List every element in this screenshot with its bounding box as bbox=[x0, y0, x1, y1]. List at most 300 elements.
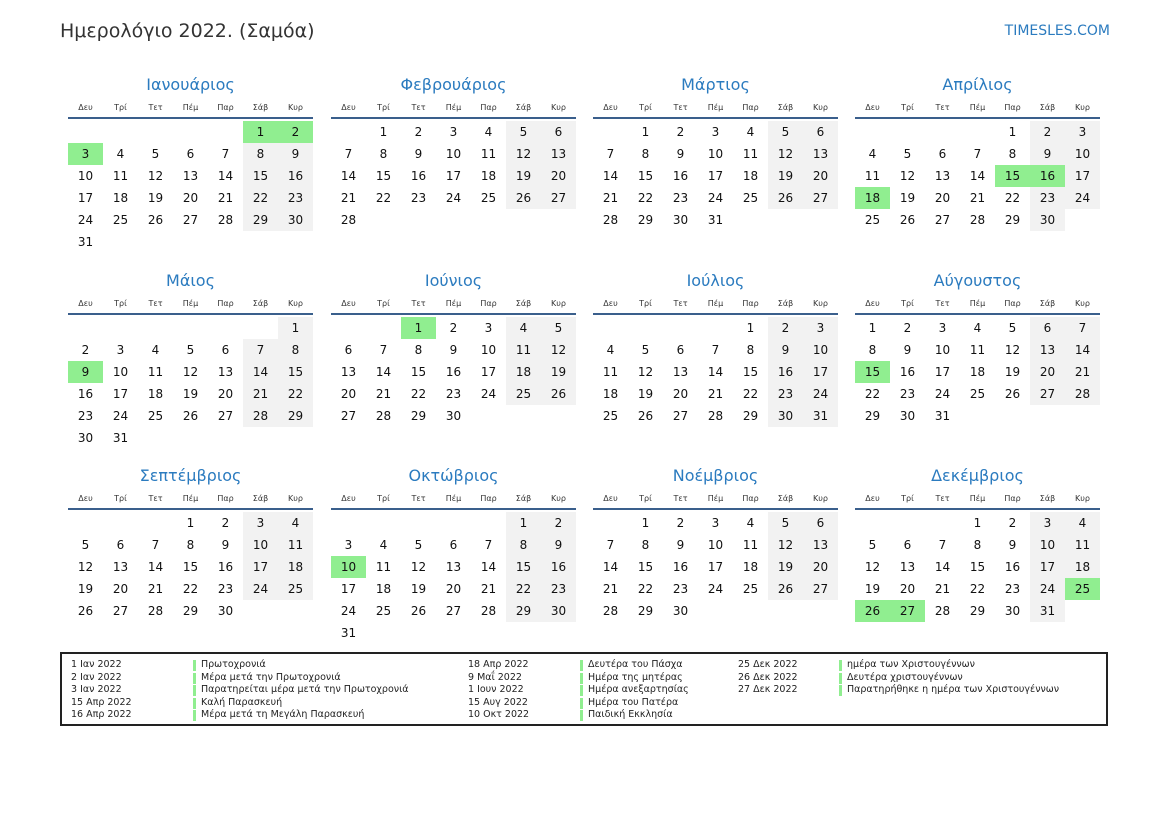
calendar-day: 28 bbox=[707, 409, 724, 423]
calendar-day: 8 bbox=[278, 339, 313, 361]
calendar-day: 26 bbox=[1004, 387, 1021, 401]
weekday-label: Τρί bbox=[377, 103, 390, 112]
calendar-day: 5 bbox=[868, 538, 877, 552]
calendar-day: 23 bbox=[445, 387, 462, 401]
calendar-day: 18 bbox=[147, 387, 164, 401]
calendar-day: 15 bbox=[637, 560, 654, 574]
calendar-day: 26 bbox=[147, 213, 164, 227]
calendar-day: 7 bbox=[151, 538, 160, 552]
month-block bbox=[855, 271, 1100, 451]
calendar-day: 25 bbox=[969, 387, 986, 401]
calendar-day: 22 bbox=[278, 383, 313, 405]
calendar-day: 6 bbox=[938, 147, 947, 161]
weekday-label: Τετ bbox=[935, 494, 950, 503]
calendar-day: 12 bbox=[410, 560, 427, 574]
legend-holiday-name: Πρωτοχρονιά bbox=[201, 659, 266, 670]
calendar-day: 28 bbox=[375, 409, 392, 423]
weekday-label: Παρ bbox=[742, 103, 759, 112]
calendar-day: 23 bbox=[278, 187, 313, 209]
calendar-day: 16 bbox=[541, 556, 576, 578]
weekday-label: Τρί bbox=[639, 494, 652, 503]
calendar-day: 20 bbox=[541, 165, 576, 187]
calendar-day: 10 bbox=[243, 534, 278, 556]
calendar-day: 5 bbox=[414, 538, 423, 552]
weekday-label: Κυρ bbox=[1075, 103, 1090, 112]
calendar-day: 7 bbox=[973, 147, 982, 161]
calendar-day: 21 bbox=[602, 582, 619, 596]
weekday-label: Σάβ bbox=[515, 494, 532, 503]
calendar-day: 31 bbox=[1030, 600, 1065, 622]
header-rule bbox=[331, 508, 576, 510]
calendar-day: 17 bbox=[707, 169, 724, 183]
calendar-day: 27 bbox=[672, 409, 689, 423]
calendar-day: 25 bbox=[742, 191, 759, 205]
weekday-label: Τετ bbox=[148, 103, 163, 112]
calendar-day: 19 bbox=[410, 582, 427, 596]
calendar-day: 5 bbox=[81, 538, 90, 552]
calendar-day: 18 bbox=[480, 169, 497, 183]
calendar-day: 4 bbox=[746, 125, 755, 139]
calendar-day: 17 bbox=[445, 169, 462, 183]
calendar-day: 26 bbox=[506, 187, 541, 209]
calendar-day: 1 bbox=[379, 125, 388, 139]
calendar-day: 19 bbox=[864, 582, 881, 596]
calendar-day: 23 bbox=[1030, 187, 1065, 209]
weekday-label: Παρ bbox=[217, 299, 234, 308]
calendar-day: 23 bbox=[1004, 582, 1021, 596]
weekday-label: Τρί bbox=[114, 103, 127, 112]
weekday-label: Σάβ bbox=[252, 299, 269, 308]
calendar-day: 20 bbox=[340, 387, 357, 401]
calendar-day: 30 bbox=[899, 409, 916, 423]
calendar-day: 21 bbox=[480, 582, 497, 596]
weekday-label: Κυρ bbox=[1075, 494, 1090, 503]
weekday-label: Δευ bbox=[78, 494, 93, 503]
weekday-label: Σάβ bbox=[777, 299, 794, 308]
holiday-legend bbox=[60, 652, 1108, 726]
calendar-day: 28 bbox=[602, 604, 619, 618]
calendar-day: 16 bbox=[77, 387, 94, 401]
calendar-day: 7 bbox=[606, 538, 615, 552]
calendar-day: 3 bbox=[1065, 121, 1100, 143]
holiday-day: 15 bbox=[995, 165, 1030, 187]
calendar-day: 3 bbox=[1030, 512, 1065, 534]
weekday-label: Τετ bbox=[411, 299, 426, 308]
weekday-label: Πέμ bbox=[969, 494, 986, 503]
weekday-label: Κυρ bbox=[288, 494, 303, 503]
calendar-day: 30 bbox=[672, 213, 689, 227]
calendar-day: 4 bbox=[506, 317, 541, 339]
legend-date: 3 Ιαν 2022 bbox=[71, 684, 122, 695]
calendar-day: 28 bbox=[217, 213, 234, 227]
legend-holiday-name: Μέρα μετά τη Μεγάλη Παρασκευή bbox=[201, 709, 365, 720]
weekday-label: Δευ bbox=[341, 299, 356, 308]
calendar-day: 16 bbox=[672, 169, 689, 183]
calendar-day: 14 bbox=[480, 560, 497, 574]
calendar-day: 1 bbox=[641, 125, 650, 139]
calendar-day: 1 bbox=[746, 321, 755, 335]
calendar-day: 4 bbox=[868, 147, 877, 161]
month-name: Οκτώβριος bbox=[408, 466, 499, 485]
holiday-day: 3 bbox=[68, 143, 103, 165]
calendar-day: 22 bbox=[969, 582, 986, 596]
calendar-day: 14 bbox=[602, 169, 619, 183]
legend-date: 15 Αυγ 2022 bbox=[468, 696, 528, 708]
calendar-day: 9 bbox=[1008, 538, 1017, 552]
calendar-day: 9 bbox=[676, 538, 685, 552]
weekday-label: Τετ bbox=[673, 103, 688, 112]
weekday-label: Πέμ bbox=[445, 494, 462, 503]
calendar-day: 20 bbox=[445, 582, 462, 596]
calendar-day: 7 bbox=[938, 538, 947, 552]
calendar-day: 20 bbox=[899, 582, 916, 596]
weekday-label: Σάβ bbox=[777, 494, 794, 503]
weekday-label: Δευ bbox=[78, 299, 93, 308]
month-name: Ιανουάριος bbox=[146, 75, 235, 94]
month-name: Αύγουστος bbox=[933, 271, 1022, 290]
legend-marker bbox=[839, 660, 842, 671]
calendar-day: 10 bbox=[112, 365, 129, 379]
calendar-day: 2 bbox=[768, 317, 803, 339]
calendar-day: 4 bbox=[484, 125, 493, 139]
calendar-day: 14 bbox=[707, 365, 724, 379]
weekday-label: Δευ bbox=[341, 494, 356, 503]
holiday-day: 1 bbox=[401, 317, 436, 339]
legend-date: 27 Δεκ 2022 bbox=[738, 684, 798, 695]
legend-marker bbox=[839, 673, 842, 684]
calendar-day: 6 bbox=[803, 512, 838, 534]
calendar-day: 6 bbox=[221, 343, 230, 357]
month-name: Νοέμβριος bbox=[672, 466, 759, 485]
calendar-day: 17 bbox=[803, 361, 838, 383]
calendar-day: 31 bbox=[77, 235, 94, 249]
month-block bbox=[331, 75, 576, 255]
weekday-label: Τετ bbox=[148, 494, 163, 503]
calendar-day: 29 bbox=[864, 409, 881, 423]
calendar-day: 1 bbox=[1008, 125, 1017, 139]
calendar-day: 16 bbox=[899, 365, 916, 379]
calendar-day: 11 bbox=[147, 365, 164, 379]
calendar-day: 11 bbox=[506, 339, 541, 361]
calendar-day: 13 bbox=[803, 534, 838, 556]
calendar-day: 3 bbox=[344, 538, 353, 552]
calendar-day: 25 bbox=[278, 578, 313, 600]
calendar-day: 11 bbox=[112, 169, 129, 183]
calendar-day: 25 bbox=[375, 604, 392, 618]
calendar-day: 8 bbox=[379, 147, 388, 161]
header-rule bbox=[68, 117, 313, 119]
calendar-day: 8 bbox=[1008, 147, 1017, 161]
calendar-day: 2 bbox=[541, 512, 576, 534]
calendar-day: 27 bbox=[541, 187, 576, 209]
calendar-day: 22 bbox=[637, 191, 654, 205]
calendar-day: 24 bbox=[340, 604, 357, 618]
calendar-day: 29 bbox=[278, 405, 313, 427]
legend-holiday-name: Μέρα μετά την Πρωτοχρονιά bbox=[201, 671, 341, 683]
calendar-day: 12 bbox=[506, 143, 541, 165]
calendar-day: 31 bbox=[934, 409, 951, 423]
calendar-day: 8 bbox=[641, 147, 650, 161]
calendar-day: 5 bbox=[641, 343, 650, 357]
calendar-day: 2 bbox=[221, 516, 230, 530]
calendar-day: 18 bbox=[278, 556, 313, 578]
calendar-day: 18 bbox=[506, 361, 541, 383]
weekday-label: Σάβ bbox=[252, 494, 269, 503]
calendar-day: 19 bbox=[182, 387, 199, 401]
calendar-day: 30 bbox=[77, 431, 94, 445]
legend-date: 9 Μαΐ 2022 bbox=[468, 671, 522, 683]
calendar-day: 8 bbox=[641, 538, 650, 552]
calendar-day: 24 bbox=[480, 387, 497, 401]
calendar-day: 29 bbox=[1004, 213, 1021, 227]
weekday-label: Πέμ bbox=[445, 299, 462, 308]
weekday-label: Κυρ bbox=[551, 494, 566, 503]
header-rule bbox=[593, 313, 838, 315]
calendar-day: 13 bbox=[182, 169, 199, 183]
weekday-label: Σάβ bbox=[515, 299, 532, 308]
weekday-label: Σάβ bbox=[515, 103, 532, 112]
calendar-day: 17 bbox=[243, 556, 278, 578]
calendar-day: 29 bbox=[742, 409, 759, 423]
calendar-day: 21 bbox=[1065, 361, 1100, 383]
calendar-day: 10 bbox=[707, 147, 724, 161]
calendar-day: 28 bbox=[969, 213, 986, 227]
calendar-day: 9 bbox=[414, 147, 423, 161]
calendar-day: 23 bbox=[217, 582, 234, 596]
calendar-day: 15 bbox=[742, 365, 759, 379]
holiday-day: 2 bbox=[278, 121, 313, 143]
weekday-label: Τρί bbox=[901, 103, 914, 112]
weekday-label: Πέμ bbox=[969, 299, 986, 308]
calendar-day: 15 bbox=[182, 560, 199, 574]
calendar-day: 4 bbox=[1065, 512, 1100, 534]
calendar-day: 15 bbox=[506, 556, 541, 578]
calendar-day: 2 bbox=[449, 321, 458, 335]
legend-holiday-name: ημέρα των Χριστουγέννων bbox=[847, 659, 975, 670]
calendar-day: 5 bbox=[903, 147, 912, 161]
holiday-day: 9 bbox=[68, 361, 103, 383]
calendar-day: 30 bbox=[217, 604, 234, 618]
calendar-day: 15 bbox=[969, 560, 986, 574]
weekday-label: Παρ bbox=[1004, 103, 1021, 112]
calendar-day: 6 bbox=[541, 121, 576, 143]
weekday-label: Κυρ bbox=[1075, 299, 1090, 308]
calendar-day: 30 bbox=[1004, 604, 1021, 618]
weekday-label: Πέμ bbox=[182, 103, 199, 112]
weekday-label: Τετ bbox=[411, 494, 426, 503]
calendar-day: 5 bbox=[1008, 321, 1017, 335]
legend-marker bbox=[580, 685, 583, 696]
site-link[interactable]: TIMESLES.COM bbox=[1004, 23, 1110, 39]
weekday-label: Τρί bbox=[901, 494, 914, 503]
calendar-day: 25 bbox=[742, 582, 759, 596]
calendar-day: 26 bbox=[77, 604, 94, 618]
calendar-day: 15 bbox=[243, 165, 278, 187]
header-rule bbox=[593, 508, 838, 510]
calendar-day: 10 bbox=[445, 147, 462, 161]
calendar-day: 13 bbox=[340, 365, 357, 379]
calendar-day: 11 bbox=[864, 169, 881, 183]
calendar-day: 31 bbox=[112, 431, 129, 445]
calendar-day: 4 bbox=[116, 147, 125, 161]
calendar-day: 26 bbox=[768, 578, 803, 600]
calendar-day: 23 bbox=[768, 383, 803, 405]
weekday-label: Πέμ bbox=[707, 299, 724, 308]
weekday-label: Σάβ bbox=[777, 103, 794, 112]
calendar-day: 20 bbox=[112, 582, 129, 596]
calendar-day: 4 bbox=[379, 538, 388, 552]
calendar-day: 15 bbox=[375, 169, 392, 183]
calendar-day: 1 bbox=[641, 516, 650, 530]
weekday-label: Κυρ bbox=[551, 299, 566, 308]
calendar-day: 21 bbox=[602, 191, 619, 205]
calendar-day: 22 bbox=[1004, 191, 1021, 205]
month-block bbox=[855, 466, 1100, 646]
calendar-day: 27 bbox=[803, 578, 838, 600]
calendar-day: 20 bbox=[803, 556, 838, 578]
legend-marker bbox=[580, 698, 583, 709]
legend-holiday-name: Ημέρα ανεξαρτησίας bbox=[588, 684, 689, 695]
calendar-day: 18 bbox=[112, 191, 129, 205]
calendar-day: 17 bbox=[934, 365, 951, 379]
calendar-day: 16 bbox=[768, 361, 803, 383]
calendar-day: 21 bbox=[340, 191, 357, 205]
calendar-day: 8 bbox=[243, 143, 278, 165]
calendar-day: 11 bbox=[742, 147, 759, 161]
weekday-label: Τετ bbox=[673, 494, 688, 503]
calendar-day: 2 bbox=[1008, 516, 1017, 530]
page-title: Ημερολόγιο 2022. (Σαμόα) bbox=[60, 20, 315, 42]
calendar-day: 11 bbox=[602, 365, 619, 379]
calendar-day: 3 bbox=[711, 125, 720, 139]
holiday-day: 10 bbox=[331, 556, 366, 578]
weekday-label: Τρί bbox=[377, 299, 390, 308]
calendar-day: 17 bbox=[112, 387, 129, 401]
calendar-day: 16 bbox=[278, 165, 313, 187]
calendar-day: 12 bbox=[768, 143, 803, 165]
legend-holiday-name: Ημέρα της μητέρας bbox=[588, 671, 683, 683]
legend-holiday-name: Παρατηρείται μέρα μετά την Πρωτοχρονιά bbox=[201, 684, 409, 695]
calendar-day: 5 bbox=[541, 317, 576, 339]
calendar-day: 19 bbox=[77, 582, 94, 596]
calendar-day: 24 bbox=[934, 387, 951, 401]
legend-date: 1 Ιουν 2022 bbox=[468, 684, 524, 695]
calendar-day: 2 bbox=[903, 321, 912, 335]
calendar-day: 16 bbox=[445, 365, 462, 379]
calendar-day: 22 bbox=[243, 187, 278, 209]
calendar-day: 18 bbox=[375, 582, 392, 596]
holiday-day: 18 bbox=[855, 187, 890, 209]
calendar-day: 27 bbox=[934, 213, 951, 227]
legend-holiday-name: Παρατηρήθηκε η ημέρα των Χριστουγέννων bbox=[847, 684, 1060, 695]
calendar-day: 7 bbox=[379, 343, 388, 357]
calendar-day: 28 bbox=[934, 604, 951, 618]
calendar-day: 7 bbox=[484, 538, 493, 552]
weekday-label: Παρ bbox=[1004, 494, 1021, 503]
weekday-label: Σάβ bbox=[1039, 299, 1056, 308]
weekday-label: Κυρ bbox=[813, 299, 828, 308]
weekday-label: Τετ bbox=[935, 299, 950, 308]
calendar-day: 29 bbox=[637, 604, 654, 618]
calendar-day: 10 bbox=[934, 343, 951, 357]
weekday-label: Τρί bbox=[114, 494, 127, 503]
calendar-day: 2 bbox=[1030, 121, 1065, 143]
calendar-day: 18 bbox=[602, 387, 619, 401]
calendar-day: 12 bbox=[637, 365, 654, 379]
calendar-day: 25 bbox=[602, 409, 619, 423]
calendar-day: 9 bbox=[449, 343, 458, 357]
weekday-label: Παρ bbox=[480, 494, 497, 503]
calendar-day: 22 bbox=[410, 387, 427, 401]
month-name: Σεπτέμβριος bbox=[139, 466, 242, 485]
legend-marker bbox=[193, 685, 196, 696]
calendar-day: 3 bbox=[116, 343, 125, 357]
header-rule bbox=[855, 117, 1100, 119]
legend-holiday-name: Δευτέρα χριστουγέννων bbox=[847, 671, 963, 683]
holiday-day: 16 bbox=[1030, 165, 1065, 187]
calendar-day: 27 bbox=[182, 213, 199, 227]
calendar-day: 11 bbox=[278, 534, 313, 556]
calendar-day: 25 bbox=[506, 383, 541, 405]
calendar-day: 10 bbox=[1030, 534, 1065, 556]
calendar-day: 4 bbox=[746, 516, 755, 530]
calendar-day: 16 bbox=[672, 560, 689, 574]
month-name: Ιούνιος bbox=[424, 271, 483, 290]
calendar-day: 17 bbox=[1065, 165, 1100, 187]
weekday-label: Κυρ bbox=[288, 299, 303, 308]
weekday-label: Τετ bbox=[148, 299, 163, 308]
weekday-label: Σάβ bbox=[1039, 494, 1056, 503]
legend-marker bbox=[193, 660, 196, 671]
legend-date: 1 Ιαν 2022 bbox=[71, 659, 122, 670]
calendar-day: 29 bbox=[182, 604, 199, 618]
calendar-day: 27 bbox=[340, 409, 357, 423]
calendar-day: 14 bbox=[375, 365, 392, 379]
calendar-day: 12 bbox=[77, 560, 94, 574]
calendar-day: 24 bbox=[77, 213, 94, 227]
weekday-label: Τρί bbox=[901, 299, 914, 308]
weekday-label: Κυρ bbox=[288, 103, 303, 112]
calendar-day: 6 bbox=[186, 147, 195, 161]
calendar-day: 24 bbox=[445, 191, 462, 205]
calendar-day: 3 bbox=[711, 516, 720, 530]
calendar-day: 29 bbox=[243, 209, 278, 231]
calendar-day: 17 bbox=[340, 582, 357, 596]
calendar-day: 1 bbox=[278, 317, 313, 339]
calendar-day: 11 bbox=[742, 538, 759, 552]
weekday-label: Παρ bbox=[742, 494, 759, 503]
calendar-day: 6 bbox=[1030, 317, 1065, 339]
weekday-label: Τετ bbox=[935, 103, 950, 112]
calendar-day: 30 bbox=[768, 405, 803, 427]
legend-date: 10 Οκτ 2022 bbox=[468, 709, 530, 720]
header-rule bbox=[331, 117, 576, 119]
calendar-day: 13 bbox=[217, 365, 234, 379]
calendar-day: 22 bbox=[637, 582, 654, 596]
calendar-day: 6 bbox=[676, 343, 685, 357]
calendar-day: 23 bbox=[672, 191, 689, 205]
calendar-day: 29 bbox=[969, 604, 986, 618]
calendar-day: 30 bbox=[445, 409, 462, 423]
calendar-day: 9 bbox=[903, 343, 912, 357]
calendar-day: 28 bbox=[340, 213, 357, 227]
calendar-day: 20 bbox=[217, 387, 234, 401]
calendar-day: 4 bbox=[606, 343, 615, 357]
calendar-day: 8 bbox=[186, 538, 195, 552]
calendar-day: 9 bbox=[1030, 143, 1065, 165]
calendar-day: 4 bbox=[973, 321, 982, 335]
holiday-day: 26 bbox=[855, 600, 890, 622]
